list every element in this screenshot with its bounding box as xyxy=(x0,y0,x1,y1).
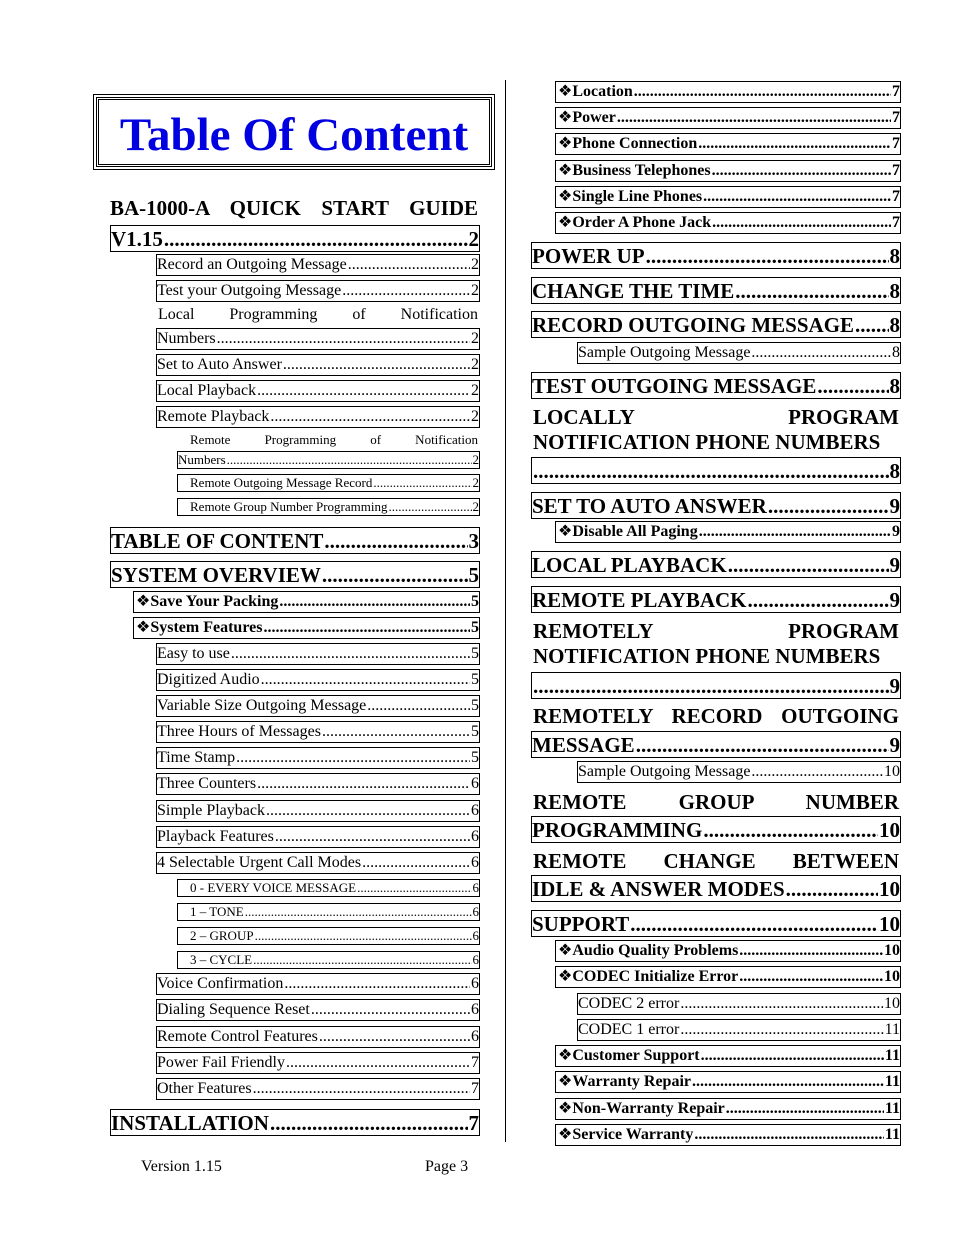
bullet-icon: ❖ xyxy=(136,593,151,610)
toc-entry-bullet[interactable]: ❖ Non-Warranty Repair ..... 11 xyxy=(555,1098,901,1120)
toc-wrap-remote-change: REMOTE CHANGE BETWEEN xyxy=(533,849,899,873)
bullet-icon: ❖ xyxy=(558,135,573,152)
bullet-icon: ❖ xyxy=(136,619,151,636)
toc-entry-section[interactable]: TABLE OF CONTENT ..... 3 xyxy=(110,527,480,554)
toc-entry[interactable]: Sample Outgoing Message ..... 10 xyxy=(577,761,901,783)
bullet-icon: ❖ xyxy=(558,188,573,205)
toc-entry[interactable]: Numbers ..... 2 xyxy=(177,451,480,469)
toc-entry-bullet[interactable]: ❖ Service Warranty ..... 11 xyxy=(555,1124,901,1146)
toc-entry-section[interactable]: ..... 9 xyxy=(531,672,901,699)
toc-entry[interactable]: Easy to use ..... 5 xyxy=(156,643,480,665)
toc-entry-section[interactable]: CHANGE THE TIME ..... 8 xyxy=(531,277,901,304)
column-divider xyxy=(505,80,506,1142)
bullet-icon: ❖ xyxy=(558,162,573,179)
bullet-icon: ❖ xyxy=(558,214,573,231)
toc-entry-bullet[interactable]: ❖ Business Telephones ..... 7 xyxy=(555,160,901,182)
toc-entry[interactable]: Voice Confirmation ..... 6 xyxy=(156,973,480,995)
toc-entry[interactable]: Sample Outgoing Message ..... 8 xyxy=(577,342,901,364)
toc-entry-bullet[interactable]: ❖ Power ..... 7 xyxy=(555,107,901,129)
toc-wrap-remote-group: REMOTE GROUP NUMBER xyxy=(533,790,899,814)
toc-entry[interactable]: Local Playback ..... 2 xyxy=(156,380,480,402)
footer-version: Version 1.15 xyxy=(141,1158,222,1175)
toc-entry[interactable]: 1 – TONE ..... 6 xyxy=(177,903,480,921)
toc-entry[interactable]: Variable Size Outgoing Message ..... 5 xyxy=(156,695,480,717)
toc-wrap-local-programming: Local Programming of Notification xyxy=(158,306,478,323)
toc-wrap-remote-record: REMOTELY RECORD OUTGOING xyxy=(533,704,899,728)
toc-entry[interactable]: Three Counters ..... 6 xyxy=(156,773,480,795)
toc-entry[interactable]: Playback Features ..... 6 xyxy=(156,826,480,848)
bullet-icon: ❖ xyxy=(558,942,573,959)
toc-wrap-locally-2: NOTIFICATION PHONE NUMBERS xyxy=(533,430,881,454)
toc-wrap-remotely-2: NOTIFICATION PHONE NUMBERS xyxy=(533,644,881,668)
toc-entry[interactable]: Simple Playback ..... 6 xyxy=(156,800,480,822)
toc-entry-bullet[interactable]: ❖ Warranty Repair ..... 11 xyxy=(555,1071,901,1093)
toc-entry-section[interactable]: SUPPORT ..... 10 xyxy=(531,910,901,937)
toc-wrap-remote-programming: Remote Programming of Notification xyxy=(190,432,478,447)
bullet-icon: ❖ xyxy=(558,1126,573,1143)
toc-entry-bullet[interactable]: ❖ Disable All Paging ..... 9 xyxy=(555,521,901,543)
title-box xyxy=(96,97,492,167)
toc-entry[interactable]: Remote Control Features ..... 6 xyxy=(156,1026,480,1048)
toc-entry[interactable]: Power Fail Friendly ..... 7 xyxy=(156,1052,480,1074)
toc-entry[interactable]: Remote Playback ..... 2 xyxy=(156,406,480,428)
footer-page-number: Page 3 xyxy=(425,1158,469,1175)
toc-heading-quick-start-line1: BA-1000-A QUICK START GUIDE xyxy=(110,196,478,220)
bullet-icon: ❖ xyxy=(558,109,573,126)
toc-entry-section[interactable]: REMOTE PLAYBACK ..... 9 xyxy=(531,586,901,613)
toc-entry-section[interactable]: POWER UP ..... 8 xyxy=(531,242,901,269)
toc-entry-section[interactable]: PROGRAMMING ..... 10 xyxy=(531,816,901,843)
toc-entry-section[interactable]: SET TO AUTO ANSWER ..... 9 xyxy=(531,492,901,519)
toc-entry-bullet[interactable]: ❖ CODEC Initialize Error ..... 10 xyxy=(555,966,901,988)
bullet-icon: ❖ xyxy=(558,1073,573,1090)
toc-entry-bullet[interactable]: ❖ Location ..... 7 xyxy=(555,81,901,103)
toc-entry-quick-start[interactable]: V1.15 ..... 2 xyxy=(110,225,480,252)
toc-entry-section[interactable]: LOCAL PLAYBACK ..... 9 xyxy=(531,551,901,578)
toc-entry[interactable]: Other Features ..... 7 xyxy=(156,1078,480,1100)
bullet-icon: ❖ xyxy=(558,1047,573,1064)
toc-entry[interactable]: 3 – CYCLE ..... 6 xyxy=(177,951,480,969)
toc-entry[interactable]: Digitized Audio ..... 5 xyxy=(156,669,480,691)
bullet-icon: ❖ xyxy=(558,1100,573,1117)
toc-entry[interactable]: Remote Group Number Programming ..... 2 xyxy=(177,498,480,516)
toc-entry[interactable]: CODEC 1 error ..... 11 xyxy=(577,1019,901,1041)
bullet-icon: ❖ xyxy=(558,968,573,985)
toc-entry[interactable]: Remote Outgoing Message Record ..... 2 xyxy=(177,474,480,492)
toc-entry-bullet[interactable]: ❖ System Features ..... 5 xyxy=(133,617,480,639)
toc-entry[interactable]: Test your Outgoing Message ..... 2 xyxy=(156,280,480,302)
bullet-icon: ❖ xyxy=(558,523,573,540)
toc-entry[interactable]: Set to Auto Answer ..... 2 xyxy=(156,354,480,376)
toc-entry[interactable]: 2 – GROUP ..... 6 xyxy=(177,927,480,945)
toc-entry-bullet[interactable]: ❖ Phone Connection ..... 7 xyxy=(555,133,901,155)
toc-entry-section[interactable]: INSTALLATION ..... 7 xyxy=(110,1109,480,1136)
toc-entry-section[interactable]: SYSTEM OVERVIEW ..... 5 xyxy=(110,561,480,588)
toc-entry-section[interactable]: RECORD OUTGOING MESSAGE ..... 8 xyxy=(531,311,901,338)
toc-entry-section[interactable]: MESSAGE ..... 9 xyxy=(531,731,901,758)
toc-entry[interactable]: 0 - EVERY VOICE MESSAGE ..... 6 xyxy=(177,879,480,897)
toc-entry[interactable]: Three Hours of Messages ..... 5 xyxy=(156,721,480,743)
toc-entry-bullet[interactable]: ❖ Save Your Packing ..... 5 xyxy=(133,591,480,613)
toc-entry[interactable]: Numbers ..... 2 xyxy=(156,328,480,350)
toc-entry-bullet[interactable]: ❖ Audio Quality Problems ..... 10 xyxy=(555,940,901,962)
toc-entry[interactable]: CODEC 2 error ..... 10 xyxy=(577,993,901,1015)
toc-entry[interactable]: 4 Selectable Urgent Call Modes ..... 6 xyxy=(156,852,480,874)
toc-entry-bullet[interactable]: ❖ Order A Phone Jack ..... 7 xyxy=(555,212,901,234)
toc-entry-section[interactable]: ..... 8 xyxy=(531,457,901,484)
toc-entry[interactable]: Dialing Sequence Reset ..... 6 xyxy=(156,999,480,1021)
toc-entry-bullet[interactable]: ❖ Customer Support ..... 11 xyxy=(555,1045,901,1067)
toc-wrap-remotely-1: REMOTELY PROGRAM xyxy=(533,619,899,643)
toc-entry-section[interactable]: IDLE & ANSWER MODES ..... 10 xyxy=(531,875,901,902)
bullet-icon: ❖ xyxy=(558,83,573,100)
toc-entry-bullet[interactable]: ❖ Single Line Phones ..... 7 xyxy=(555,186,901,208)
toc-entry[interactable]: Record an Outgoing Message ..... 2 xyxy=(156,254,480,276)
toc-wrap-locally-1: LOCALLY PROGRAM xyxy=(533,405,899,429)
page-title: Table Of Content xyxy=(119,109,469,161)
toc-entry[interactable]: Time Stamp ..... 5 xyxy=(156,747,480,769)
toc-entry-section[interactable]: TEST OUTGOING MESSAGE ..... 8 xyxy=(531,372,901,399)
